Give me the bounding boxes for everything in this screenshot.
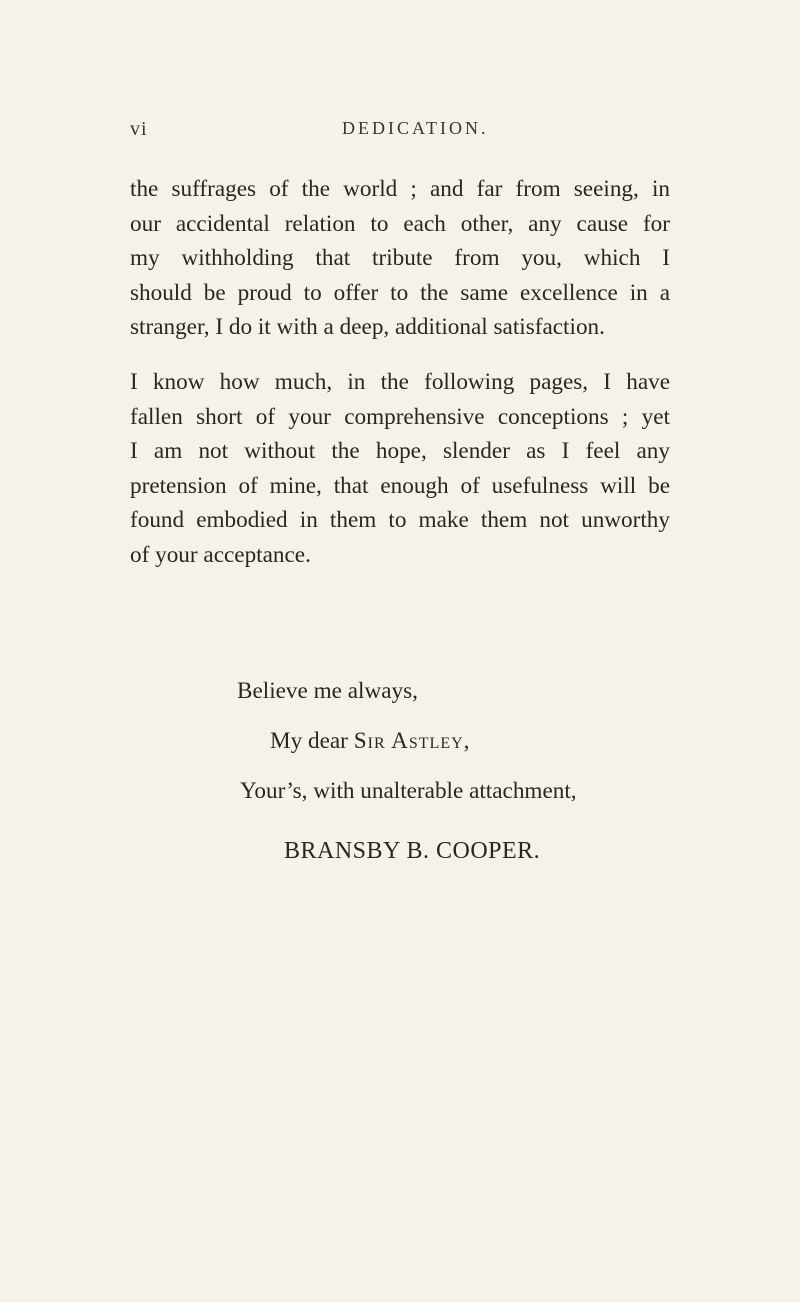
closing-salutation: Believe me always,: [237, 678, 418, 704]
text-line: I know how much, in the following pages, I have: [130, 368, 670, 395]
paragraph-1: [130, 172, 670, 345]
text-line: I am not without the hope, slender as I feel any: [130, 438, 670, 465]
closing-attachment: Your’s, with unalterable attachment,: [240, 778, 577, 804]
paragraph-gap: [130, 345, 670, 365]
text-line: my withholding that tribute from you, which I: [130, 245, 670, 272]
text-line: our accidental relation to each other, any cause for: [130, 210, 670, 237]
text-line: pretension of mine, that enough of usefulness will be: [130, 472, 670, 499]
text-line: fallen short of your comprehensive conceptions ; yet: [130, 403, 670, 430]
page-header: [130, 118, 670, 148]
text-line: found embodied in them to make them not unworthy: [130, 507, 670, 534]
body-text: [130, 172, 670, 573]
running-head: DEDICATION.: [342, 118, 489, 138]
closing-address-prefix: My dear: [270, 728, 354, 754]
closing-address: [270, 728, 800, 755]
paragraph-2: [130, 365, 670, 573]
text-line: the suffrages of the world ; and far from seeing, in: [130, 176, 670, 202]
closing-address-name: Sir Astley,: [353, 728, 471, 754]
signature: BRANSBY B. COOPER.: [284, 838, 541, 864]
page-number: vi: [130, 118, 148, 140]
text-line: should be proud to offer to the same excellence in a: [130, 279, 670, 306]
text-line: stranger, I do it with a deep, additional satisfaction.: [130, 314, 605, 341]
text-line: of your acceptance.: [130, 541, 311, 568]
